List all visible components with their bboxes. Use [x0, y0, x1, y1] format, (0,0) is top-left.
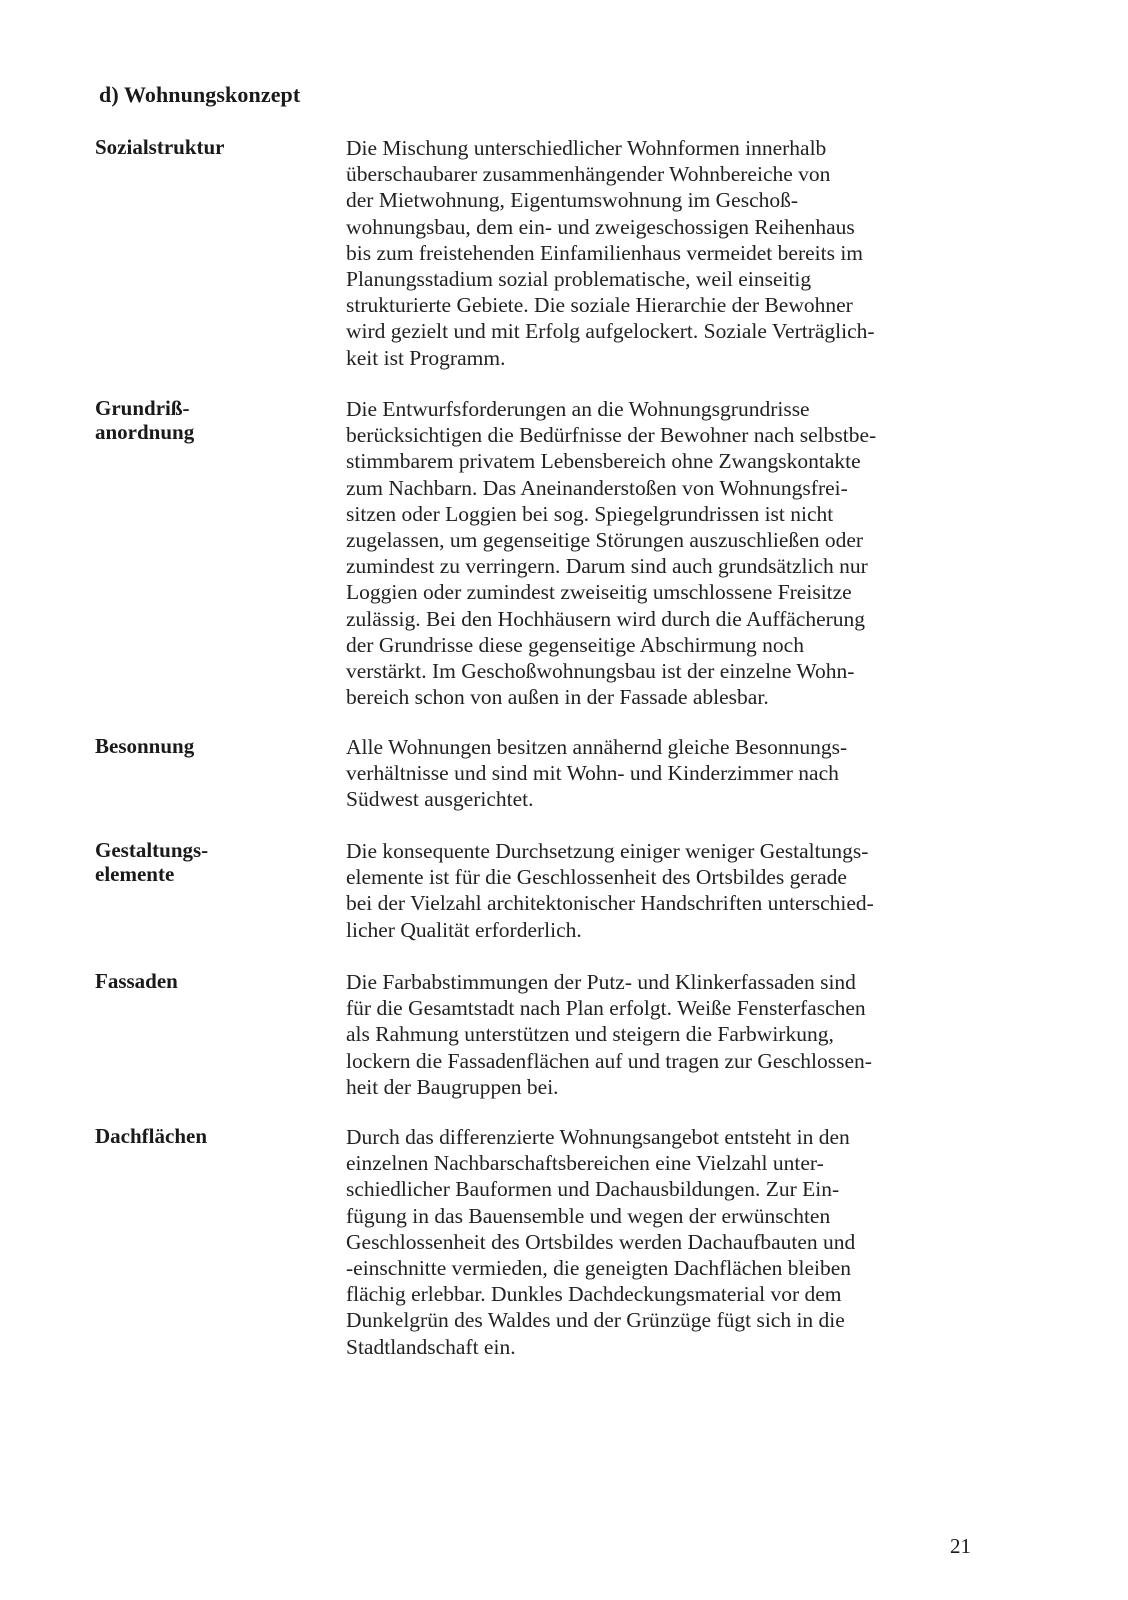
paragraph-line: Die Entwurfsforderungen an die Wohnungsgrundrisse — [346, 397, 810, 421]
paragraph-line: schiedlicher Bauformen und Dachausbildungen. Zur Ein- — [346, 1177, 840, 1202]
paragraph-line: wird gezielt und mit Erfolg aufgelockert. Soziale Verträglich- — [346, 319, 875, 344]
paragraph-line: Südwest ausgerichtet. — [346, 787, 534, 812]
section-paragraph — [346, 734, 986, 813]
section-label — [95, 135, 305, 159]
paragraph-line: sitzen oder Loggien bei sog. Spiegelgrundrissen ist nicht — [346, 501, 834, 526]
paragraph-line: Loggien oder zumindest zweiseitig umschlossene Freisitze — [346, 580, 852, 605]
section-label-line: anordnung — [95, 420, 195, 444]
page-number: 21 — [950, 1534, 971, 1558]
paragraph-line: der Grundrisse diese gegenseitige Abschirmung noch — [346, 632, 804, 657]
section-paragraph — [346, 969, 986, 1100]
section-paragraph — [346, 396, 986, 710]
paragraph-line: elemente ist für die Geschlossenheit des Ortsbildes gerade — [346, 865, 847, 890]
paragraph-line: überschaubarer zusammenhängender Wohnbereiche von — [346, 162, 831, 187]
paragraph-line: Alle Wohnungen besitzen annähernd gleiche Besonnungs- — [346, 735, 848, 759]
section-label — [95, 396, 305, 444]
paragraph-line: Durch das differenzierte Wohnungsangebot entsteht in den — [346, 1125, 850, 1149]
paragraph-line: stimmbarem privatem Lebensbereich ohne Zwangskontakte — [346, 449, 861, 474]
paragraph-line: Die Farbabstimmungen der Putz- und Klinkerfassaden sind — [346, 970, 856, 994]
paragraph-line: einzelnen Nachbarschaftsbereichen eine Vielzahl unter- — [346, 1151, 824, 1176]
section-label — [95, 838, 305, 886]
paragraph-line: zugelassen, um gegenseitige Störungen auszuschließen oder — [346, 528, 864, 553]
paragraph-line: Planungsstadium sozial problematische, weil einseitig — [346, 267, 812, 292]
paragraph-line: wohnungsbau, dem ein- und zweigeschossigen Reihenhaus — [346, 214, 855, 239]
paragraph-line: Stadtlandschaft ein. — [346, 1334, 516, 1359]
paragraph-line: Die konsequente Durchsetzung einiger weniger Gestaltungs- — [346, 839, 869, 863]
section-label-line: Grundriß- — [95, 396, 190, 420]
paragraph-line: berücksichtigen die Bedürfnisse der Bewohner nach selbstbe- — [346, 423, 877, 448]
paragraph-line: bereich schon von außen in der Fassade ablesbar. — [346, 685, 769, 710]
section-label-line: Fassaden — [95, 969, 178, 993]
paragraph-line: zum Nachbarn. Das Aneinanderstoßen von Wohnungsfrei- — [346, 475, 848, 500]
section-label-line: elemente — [95, 862, 175, 886]
paragraph-line: Dunkelgrün des Waldes und der Grünzüge fügt sich in die — [346, 1308, 845, 1333]
paragraph-line: Geschlossenheit des Ortsbildes werden Dachaufbauten und — [346, 1229, 856, 1254]
paragraph-line: als Rahmung unterstützen und steigern die Farbwirkung, — [346, 1022, 834, 1047]
paragraph-line: lockern die Fassadenflächen auf und tragen zur Geschlossen- — [346, 1048, 872, 1073]
section-label — [95, 969, 305, 993]
paragraph-line: heit der Baugruppen bei. — [346, 1074, 559, 1099]
paragraph-line: flächig erlebbar. Dunkles Dachdeckungsmaterial vor dem — [346, 1282, 842, 1307]
paragraph-line: keit ist Programm. — [346, 345, 506, 370]
paragraph-line: bis zum freistehenden Einfamilienhaus vermeidet bereits im — [346, 240, 864, 265]
paragraph-line: für die Gesamtstadt nach Plan erfolgt. Weiße Fensterfaschen — [346, 996, 866, 1021]
section-label-line: Besonnung — [95, 734, 195, 758]
section-heading: d) Wohnungskonzept — [99, 82, 301, 107]
paragraph-line: zulässig. Bei den Hochhäusern wird durch die Auffächerung — [346, 606, 866, 631]
paragraph-line: zumindest zu verringern. Darum sind auch grundsätzlich nur — [346, 554, 868, 579]
paragraph-line: verhältnisse und sind mit Wohn- und Kinderzimmer nach — [346, 761, 839, 786]
section-label-line: Gestaltungs- — [95, 838, 209, 862]
paragraph-line: verstärkt. Im Geschoßwohnungsbau ist der einzelne Wohn- — [346, 659, 855, 684]
section-paragraph — [346, 1124, 986, 1360]
section-paragraph — [346, 838, 986, 943]
paragraph-line: fügung in das Bauensemble und wegen der erwünschten — [346, 1203, 831, 1228]
paragraph-line: der Mietwohnung, Eigentumswohnung im Geschoß- — [346, 188, 799, 213]
section-label-line: Dachflächen — [95, 1124, 207, 1148]
section-label — [95, 1124, 305, 1148]
paragraph-line: strukturierte Gebiete. Die soziale Hierarchie der Bewohner — [346, 293, 853, 318]
paragraph-line: Die Mischung unterschiedlicher Wohnformen innerhalb — [346, 136, 827, 160]
section-paragraph — [346, 135, 986, 371]
section-label-line: Sozialstruktur — [95, 135, 225, 159]
section-label — [95, 734, 305, 758]
paragraph-line: bei der Vielzahl architektonischer Handschriften unterschied- — [346, 891, 874, 916]
paragraph-line: -einschnitte vermieden, die geneigten Dachflächen bleiben — [346, 1256, 852, 1281]
paragraph-line: licher Qualität erforderlich. — [346, 917, 582, 942]
